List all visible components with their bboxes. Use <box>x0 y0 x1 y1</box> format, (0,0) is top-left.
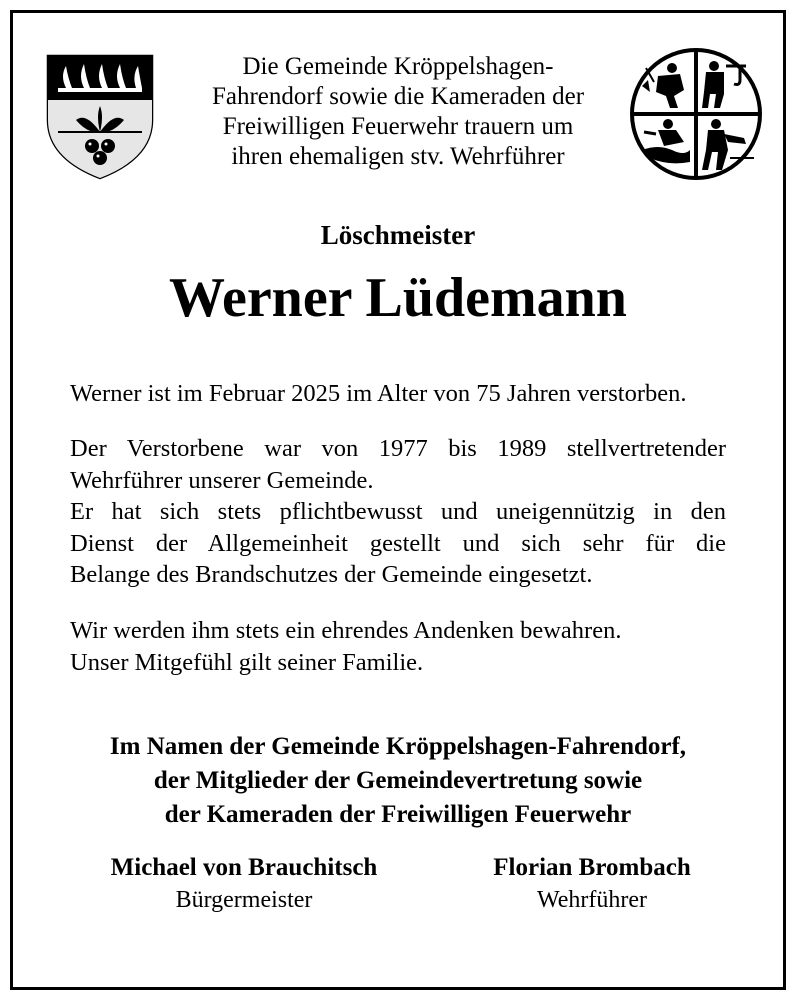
signatory-role: Bürgermeister <box>175 887 313 913</box>
intro-line: Fahrendorf sowie die Kameraden der <box>211 83 585 110</box>
signoff-line: Im Namen der Gemeinde Kröppelshagen-Fahrendorf, <box>109 733 687 760</box>
coat-of-arms-icon <box>46 54 154 180</box>
paragraph-line: Werner ist im Februar 2025 im Alter von 75 Jahren verstorben. <box>70 380 687 407</box>
paragraph-remembrance <box>70 615 726 678</box>
paragraph-line: Belange des Brandschutzes der Gemeinde eingesetzt. <box>70 561 593 588</box>
paragraph-line: Wehrführer unserer Gemeinde. <box>70 466 374 494</box>
intro-line: ihren ehemaligen stv. Wehrführer <box>231 143 565 170</box>
signatory-fire-chief <box>432 852 752 916</box>
paragraph-line: Unser Mitgefühl gilt seiner Familie. <box>70 648 424 676</box>
paragraph-line: Wir werden ihm stets ein ehrendes Andenken bewahren. <box>70 617 622 644</box>
signatory-name: Michael von Brauchitsch <box>110 854 378 881</box>
signatory-name: Florian Brombach <box>493 854 691 881</box>
signoff-block <box>0 730 796 832</box>
signatory-mayor <box>84 852 404 916</box>
paragraph-line: Der Verstorbene war von 1977 bis 1989 stellvertretender <box>70 435 726 462</box>
intro-line: Die Gemeinde Kröppelshagen- <box>242 53 554 80</box>
deceased-rank: Löschmeister <box>320 220 476 250</box>
paragraph-death-notice <box>70 378 726 410</box>
signoff-line: der Mitglieder der Gemeindevertretung sowie <box>153 767 643 794</box>
paragraph-line: Dienst der Allgemeinheit gestellt und sich sehr für die <box>70 529 726 557</box>
deceased-name: Werner Lüdemann <box>169 267 627 329</box>
paragraph-line: Er hat sich stets pflichtbewusst und uneigennützig in den <box>70 498 726 525</box>
fire-brigade-emblem-icon <box>628 46 764 182</box>
signatory-role: Wehrführer <box>536 887 647 913</box>
paragraph-service <box>70 433 726 591</box>
intro-line: Freiwilligen Feuerwehr trauern um <box>222 113 574 140</box>
intro-text <box>180 52 616 172</box>
signoff-line: der Kameraden der Freiwilligen Feuerwehr <box>164 801 632 828</box>
